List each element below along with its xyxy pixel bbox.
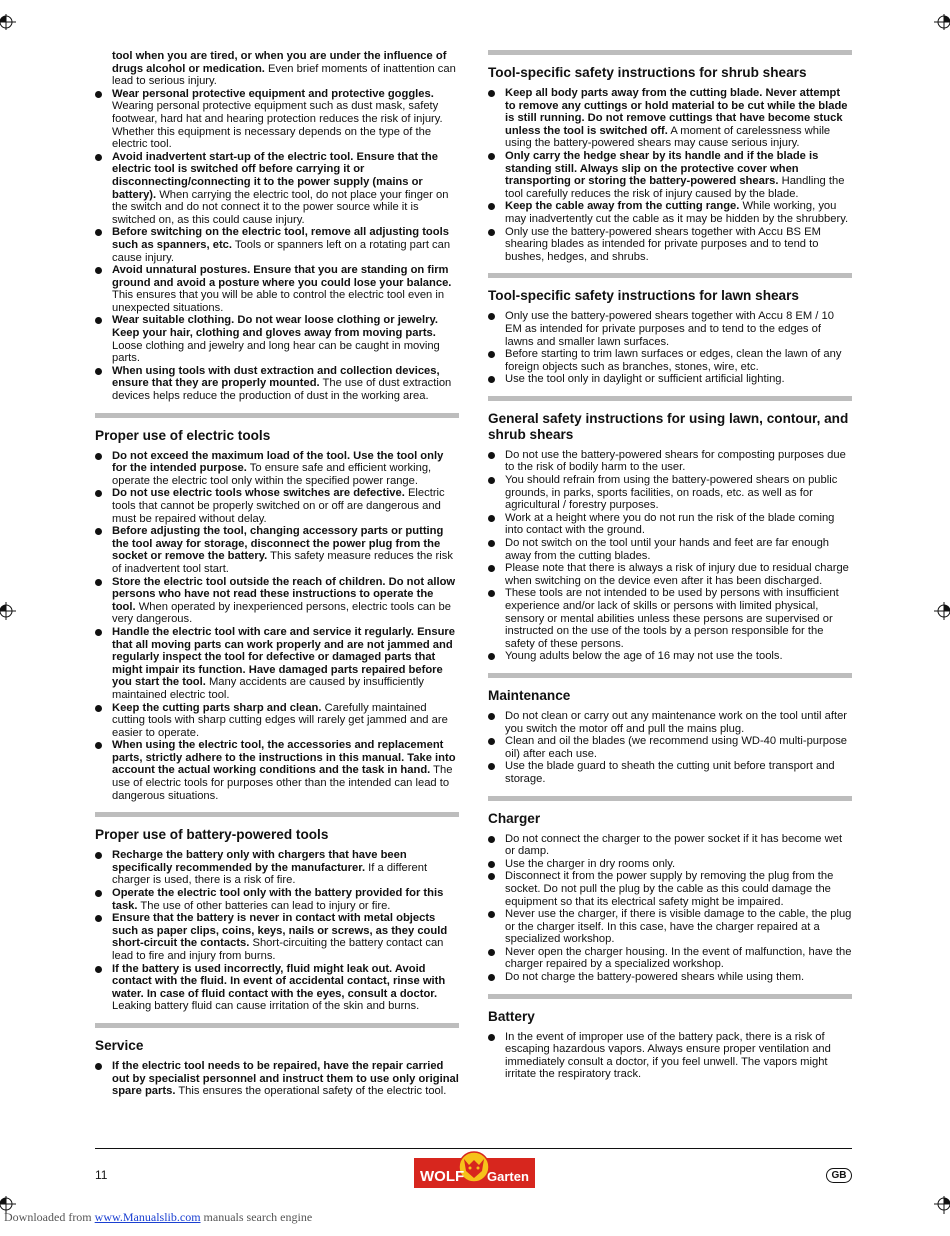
logo-text-wolf: WOLF — [420, 1168, 465, 1185]
section-divider — [95, 1023, 459, 1028]
section-title: Tool-specific safety instructions for shrub shears — [488, 65, 807, 80]
bullet-list — [95, 450, 459, 803]
section-divider — [95, 413, 459, 418]
list-item-text: Electric tools that cannot be properly switched on or off are dangerous and must be repaired without delay. — [112, 487, 445, 525]
list-item — [95, 88, 459, 151]
list-item — [488, 200, 852, 225]
list-item-text: If a different charger is used, there is a risk of fire. — [112, 861, 428, 887]
list-item-text: Please note that there is always a risk of injury due to residual charge when switching on the device even after it has been discharged. — [505, 562, 849, 587]
list-item-text: To ensure safe and efficient working, operate the electric tool only within the specified power range. — [112, 462, 432, 487]
list-item-text: The use of other batteries can lead to injury or fire. — [137, 899, 391, 912]
list-item-bold-text: Wear suitable clothing. Do not wear loose clothing or jewelry. Keep your hair, clothing and gloves away from moving parts. — [112, 314, 438, 340]
list-item-text: When operated by inexperienced persons, electric tools can be very dangerous. — [112, 600, 451, 626]
list-item-text: Many accidents are caused by insufficiently maintained electric tool. — [112, 676, 424, 701]
section-divider — [488, 396, 852, 401]
list-item-bold-text: When using the electric tool, the accessories and replacement parts, strictly adhere to the instructions in this manual. Take into account the actual working conditions and the task in hand. — [112, 739, 456, 777]
list-item — [95, 365, 459, 403]
list-item-bold-text: Recharge the battery only with chargers that have been specifically recommended by the manufacturer. — [112, 849, 407, 874]
section-shrub-shears — [488, 50, 852, 263]
list-item-text: Only use the battery-powered shears together with Accu BS EM shearing blades as intended for private purposes and to tend to bushes, hedges, and shrubs. — [505, 225, 821, 263]
list-item-bold-text: Wear personal protective equipment and protective goggles. — [112, 87, 434, 100]
list-item-text: Carefully maintained cutting tools with sharp cutting edges will rarely get jammed and are easier to operate. — [112, 701, 448, 739]
list-item-text: A moment of carelessness while using the battery-powered shears may cause serious injury. — [505, 124, 831, 150]
section-title: Battery — [488, 1008, 535, 1024]
list-item — [488, 150, 852, 200]
list-item-text: Loose clothing and jewelry and long hear can be caught in moving parts. — [112, 339, 440, 365]
list-item-bold-text: Only carry the hedge shear by its handle and if the blade is standing still. Always slip on the protective cover when transporting or storing the battery-powered shears. — [505, 149, 819, 188]
list-item — [95, 50, 459, 88]
list-item-text: You should refrain from using the battery-powered shears on public grounds, in parks, sports facilities, on roads, etc. as well as for agricultural / forestry purposes. — [505, 474, 838, 512]
section-lawn-shears — [488, 273, 852, 386]
wolf-garten-logo — [414, 1151, 535, 1189]
section-title: Tool-specific safety instructions for lawn shears — [488, 288, 799, 304]
list-item — [95, 151, 459, 227]
list-item-bold-text: Avoid unnatural postures. Ensure that you are standing on firm ground and avoid a posture where you could lose your balance. — [112, 264, 452, 289]
list-item — [488, 537, 852, 562]
list-item-bold-text: Avoid inadvertent start-up of the electric tool. Ensure that the electric tool is switched off before carrying it or disconnecting/connecting it to the power supply (mains or battery). — [112, 150, 438, 201]
list-item-text: Do not charge the battery-powered shears while using them. — [505, 971, 805, 984]
list-item-bold-text: Keep all body parts away from the cutting blade. Never attempt to remove any cuttings or hold material to be cut while the blade is still running. Do not remove cuttings that have become stuck unless the tool is switched off. — [505, 87, 848, 137]
section-title: General safety instructions for using lawn, contour, and shrub shears — [488, 410, 849, 442]
list-item-text: Do not connect the charger to the power socket if it has become wet or damp. — [505, 832, 843, 858]
list-item-bold-text: Before switching on the electric tool, remove all adjusting tools such as spanners, etc. — [112, 226, 449, 251]
list-item-text: The use of electric tools for purposes other than the intended can lead to dangerous situations. — [112, 764, 453, 802]
list-item-text: Only use the battery-powered shears together with Accu 8 EM / 10 EM as intended for private purposes and to tend to the edges of lawns and smaller lawn surfaces. — [505, 310, 834, 348]
list-item-bold-text: Handle the electric tool with care and service it regularly. Ensure that all moving parts can work properly and are not jammed and regularly inspect the tool for defective or damaged parts that might impair its function. Have damaged parts repaired before you start the tool. — [112, 625, 455, 689]
list-item — [95, 702, 459, 740]
list-item — [488, 87, 852, 150]
bullet-list — [488, 449, 852, 663]
section-title: Maintenance — [488, 687, 571, 703]
list-item-text: Never open the charger housing. In the event of malfunction, have the charger repaired by a specialized workshop. — [505, 945, 852, 971]
section-title: Proper use of battery-powered tools — [95, 827, 329, 843]
list-item-text: Use the charger in dry rooms only. — [505, 857, 676, 870]
bullet-list — [488, 1031, 852, 1081]
section-divider — [488, 673, 852, 678]
list-item — [488, 908, 852, 946]
logo-text-garten: Garten — [487, 1169, 529, 1184]
list-item — [488, 870, 852, 908]
list-item-text: Wearing personal protective equipment such as dust mask, safety footwear, hard hat and hearing protection reduces the risk of injury. Whether this equipment is necessary depends on the type of the electric tool. — [112, 100, 443, 151]
list-item-bold-text: If the electric tool needs to be repaired, have the repair carried out by specialist personnel and instruct them to use only original spare parts. — [112, 1059, 459, 1098]
section-divider — [488, 273, 852, 278]
list-item-text: Handling the tool carefully reduces the risk of injury caused by the blade. — [505, 175, 845, 200]
section-title: Service — [95, 1037, 144, 1053]
watermark-suffix: manuals search engine — [200, 1210, 313, 1224]
list-item — [488, 562, 852, 587]
bullet-list — [95, 50, 459, 403]
list-item-text: Disconnect it from the power supply by removing the plug from the socket. Do not pull the plug by the cable as this could damage the equipment so that its electrical safety might be impaired. — [505, 870, 834, 908]
list-item — [488, 1031, 852, 1081]
list-item-bold-text: Store the electric tool outside the reach of children. Do not allow persons who have not read these instructions to operate the tool. — [112, 575, 456, 613]
list-item — [488, 710, 852, 735]
list-item — [488, 373, 852, 386]
bullet-list — [488, 87, 852, 263]
bullet-list — [488, 310, 852, 386]
list-item-bold-text: Keep the cable away from the cutting range. — [505, 200, 740, 213]
list-item — [488, 310, 852, 348]
list-item-text: This safety measure reduces the risk of inadvertent tool start. — [112, 550, 453, 575]
watermark-prefix: Downloaded from — [4, 1210, 95, 1224]
bullet-list — [488, 710, 852, 786]
manualslib-link[interactable]: www.Manualslib.com — [94, 1210, 201, 1224]
footer-divider — [95, 1148, 852, 1149]
list-item-text: Before starting to trim lawn surfaces or edges, clean the lawn of any foreign objects such as branches, stones, wire, etc. — [505, 348, 842, 373]
list-item — [488, 512, 852, 537]
list-item-text: Never use the charger, if there is visible damage to the cable, the plug or the charger itself. In this case, have the charger repaired at a specialized workshop. — [505, 908, 852, 946]
crop-mark-mid-right — [928, 600, 950, 622]
list-item-text: Do not clean or carry out any maintenance work on the tool until after you switch the motor off and pull the mains plug. — [505, 709, 848, 735]
list-item — [95, 226, 459, 264]
list-item — [488, 858, 852, 871]
list-item-bold-text: tool when you are tired, or when you are under the influence of drugs alcohol or medication. — [112, 50, 447, 75]
list-item-text: Short-circuiting the battery contact can lead to fire and injury from burns. — [112, 937, 444, 962]
list-item-text: These tools are not intended to be used by persons with insufficient experience and/or lack of skills or persons with limited physical, sensory or mental abilities unless these persons are supervised or instructed on the use of the tools by a person responsible for the safety of these persons. — [505, 587, 839, 650]
list-item — [488, 226, 852, 264]
crop-mark-top-left — [0, 14, 22, 36]
crop-mark-bottom-right — [928, 1192, 950, 1214]
list-item — [488, 833, 852, 858]
list-item — [95, 626, 459, 702]
section-general-shears — [488, 396, 852, 663]
list-item-text: This ensures that you will be able to control the electric tool even in unexpected situations. — [112, 289, 445, 314]
list-item-text: Clean and oil the blades (we recommend using WD-40 multi-purpose oil) after each use. — [505, 735, 848, 760]
bullet-list — [95, 1060, 459, 1098]
list-item-text: Do not switch on the tool until your hands and feet are far enough away from the cutting blades. — [505, 537, 830, 562]
section-maintenance — [488, 673, 852, 786]
list-item-bold-text: When using tools with dust extraction and collection devices, ensure that they are properly mounted. — [112, 364, 440, 390]
list-item — [488, 760, 852, 785]
crop-mark-top-right — [928, 14, 950, 36]
list-item-bold-text: If the battery is used incorrectly, fluid might leak out. Avoid contact with the fluid. In event of accidental contact, rinse with water. In case of fluid contact with the eyes, consult a doctor. — [112, 962, 446, 1000]
list-item-text: Tools or spanners left on a rotating part can cause injury. — [112, 238, 451, 264]
list-item-text: While working, you may inadvertently cut the cable as it may be hidden by the shrubbery. — [505, 200, 849, 225]
section-battery — [488, 994, 852, 1081]
list-item-text: Use the tool only in daylight or sufficient artificial lighting. — [505, 373, 785, 386]
bullet-list — [95, 849, 459, 1013]
language-badge: GB — [826, 1168, 852, 1183]
list-item — [95, 1060, 459, 1098]
list-item-bold-text: Before adjusting the tool, changing accessory parts or putting the tool away for storage, disconnect the power plug from the socket or remove the battery. — [112, 525, 444, 563]
list-item-text: Use the blade guard to sheath the cutting unit before transport and storage. — [505, 760, 835, 785]
list-item — [95, 963, 459, 1013]
list-item — [95, 450, 459, 488]
list-item-text: When carrying the electric tool, do not place your finger on the switch and do not connect it to the power source while it is switched on, as this could cause injury. — [112, 188, 449, 226]
section-charger — [488, 796, 852, 984]
section-title: Charger — [488, 810, 541, 826]
section-service — [95, 1023, 459, 1098]
list-item-text: Do not use the battery-powered shears for composting purposes due to the risk of bodily harm to the user. — [505, 448, 846, 474]
list-item-text: Even brief moments of inattention can lead to serious injury. — [112, 62, 456, 88]
crop-mark-mid-left — [0, 600, 22, 622]
list-item — [488, 735, 852, 760]
list-item-bold-text: Operate the electric tool only with the battery provided for this task. — [112, 887, 444, 912]
section-divider — [488, 50, 852, 55]
section-title: Proper use of electric tools — [95, 427, 271, 443]
section-proper-use-electric-tools — [95, 413, 459, 803]
list-item — [95, 314, 459, 364]
section-divider — [95, 812, 459, 817]
list-item — [488, 946, 852, 971]
section-proper-use-battery-tools — [95, 812, 459, 1013]
bullet-list — [488, 833, 852, 984]
list-item-text: In the event of improper use of the battery pack, there is a risk of escaping hazardous vapors. Always ensure proper ventilation and immediately consult a doctor, if you feel unwell. The vapors might irritate the respiratory track. — [505, 1030, 831, 1081]
list-item-text: Young adults below the age of 16 may not use the tools. — [505, 650, 783, 663]
list-item — [95, 849, 459, 887]
list-item-text: Work at a height where you do not run the risk of the blade coming into contact with the ground. — [505, 511, 835, 537]
list-item-text: This ensures the operational safety of the electric tool. — [175, 1085, 447, 1098]
list-item — [95, 576, 459, 626]
list-item — [488, 348, 852, 373]
right-column — [488, 50, 852, 1091]
list-item — [488, 449, 852, 474]
list-item-text: The use of dust extraction devices helps reduce the production of dust in the working area. — [112, 377, 452, 403]
left-column — [95, 50, 459, 1108]
page-number: 11 — [95, 1168, 108, 1182]
list-item — [488, 971, 852, 984]
section-divider — [488, 994, 852, 999]
list-item — [95, 487, 459, 525]
section-divider — [488, 796, 852, 801]
list-item — [95, 887, 459, 912]
list-item — [95, 264, 459, 314]
list-item — [95, 525, 459, 575]
list-item — [95, 739, 459, 802]
list-item-text: Leaking battery fluid can cause irritation of the skin and burns. — [112, 1000, 420, 1013]
list-item-bold-text: Do not use electric tools whose switches are defective. — [112, 487, 405, 500]
list-item-bold-text: Ensure that the battery is never in contact with metal objects such as paper clips, coins, keys, nails or screws, as they could short-circuit the contacts. — [112, 912, 448, 950]
list-item — [488, 474, 852, 512]
list-item — [488, 587, 852, 650]
list-item — [95, 912, 459, 962]
list-item — [488, 650, 852, 663]
list-item-bold-text: Keep the cutting parts sharp and clean. — [112, 701, 322, 714]
download-watermark — [4, 1210, 312, 1225]
section-general-continued — [95, 50, 459, 403]
list-item-bold-text: Do not exceed the maximum load of the tool. Use the tool only for the intended purpose. — [112, 449, 444, 475]
